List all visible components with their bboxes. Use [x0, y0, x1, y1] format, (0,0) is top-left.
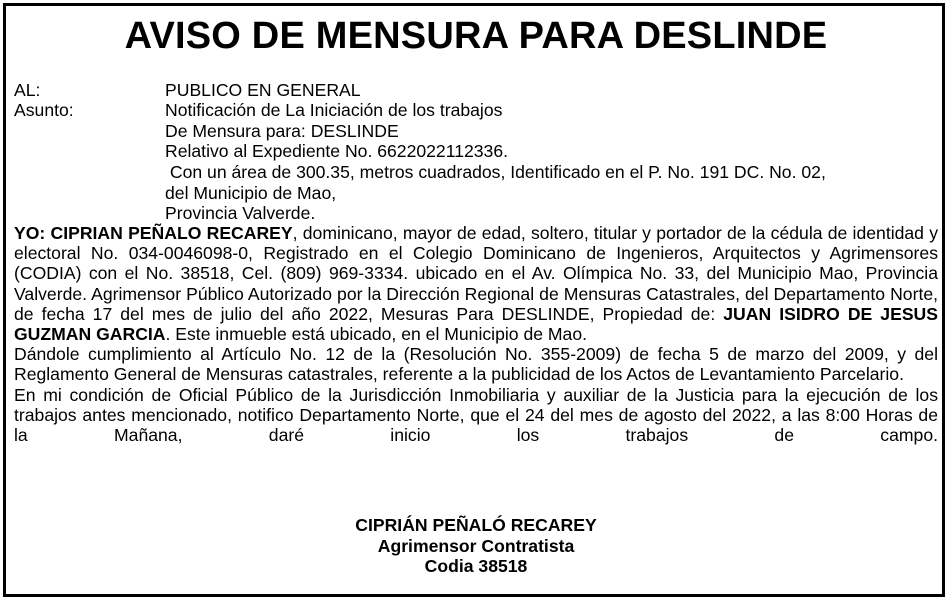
asunto-line: Relativo al Expediente No. 6622022112336. — [165, 141, 509, 161]
paragraph-regulation: Dándole cumplimiento al Artículo No. 12 de la (Resolución No. 355-2009) de fecha 5 de marzo del 2009, y del Reglamento General de Mensuras catastrales, referente a la publicidad de los Actos de Levantamiento Parcelario. — [14, 344, 938, 385]
declarant-text: , dominicano, mayor de edad, soltero, titular y portador de la cédula de identidad y electoral No. 034-0046098-0, Registrado en el Colegio Dominicano de Ingenieros, Arquitectos y Agrimensores (CODIA) con el No. 38518, Cel. (809) 969-3334. ubicado en el Av. Olímpica No. 33, del Municipio Mao, Provincia Valverde. Agrimensor Público Autorizado por la Dirección Regional de Mensuras Catastrales, del Departamento Norte, de fecha 17 del mes de julio del año 2022, Mesuras Para DESLINDE, Propiedad de: — [14, 223, 938, 324]
signature-name: CIPRIÁN PEÑALÓ RECAREY — [355, 515, 597, 535]
signature-codia: Codia 38518 — [424, 556, 528, 576]
asunto-label: Asunto: — [14, 100, 74, 120]
signature-role: Agrimensor Contratista — [377, 535, 575, 556]
al-label: AL: — [14, 80, 41, 100]
paragraph-notification: En mi condición de Oficial Público de la Jurisdicción Inmobiliaria y auxiliar de la Justicia para la ejecución de los trabajos antes mencionado, notifico Departamento Norte, que el 24 del mes de agosto del 2022, a las 8:00 Horas de la Mañana, daré inicio los trabajos de campo. — [14, 384, 938, 446]
notice-title: AVISO DE MENSURA PARA DESLINDE — [124, 15, 828, 57]
asunto-line: Provincia Valverde. — [165, 203, 316, 223]
declarant-name: YO: CIPRIAN PEÑALO RECAREY — [14, 223, 293, 243]
asunto-line: del Municipio de Mao, — [165, 183, 337, 203]
paragraph-declarant — [14, 223, 938, 344]
owner-name: JUAN ISIDRO DE JESUS GUZMAN GARCIA — [14, 303, 939, 345]
asunto-line: Notificación de La Iniciación de los trabajos — [165, 100, 503, 120]
declarant-text-end: . Este inmueble está ubicado, en el Municipio de Mao. — [165, 324, 588, 345]
al-value: PUBLICO EN GENERAL — [165, 80, 361, 100]
asunto-line: Con un área de 300.35, metros cuadrados, Identificado en el P. No. 191 DC. No. 02, — [165, 162, 826, 182]
notice-body — [14, 223, 938, 445]
signature-block — [0, 515, 952, 577]
asunto-line: De Mensura para: DESLINDE — [165, 121, 399, 141]
